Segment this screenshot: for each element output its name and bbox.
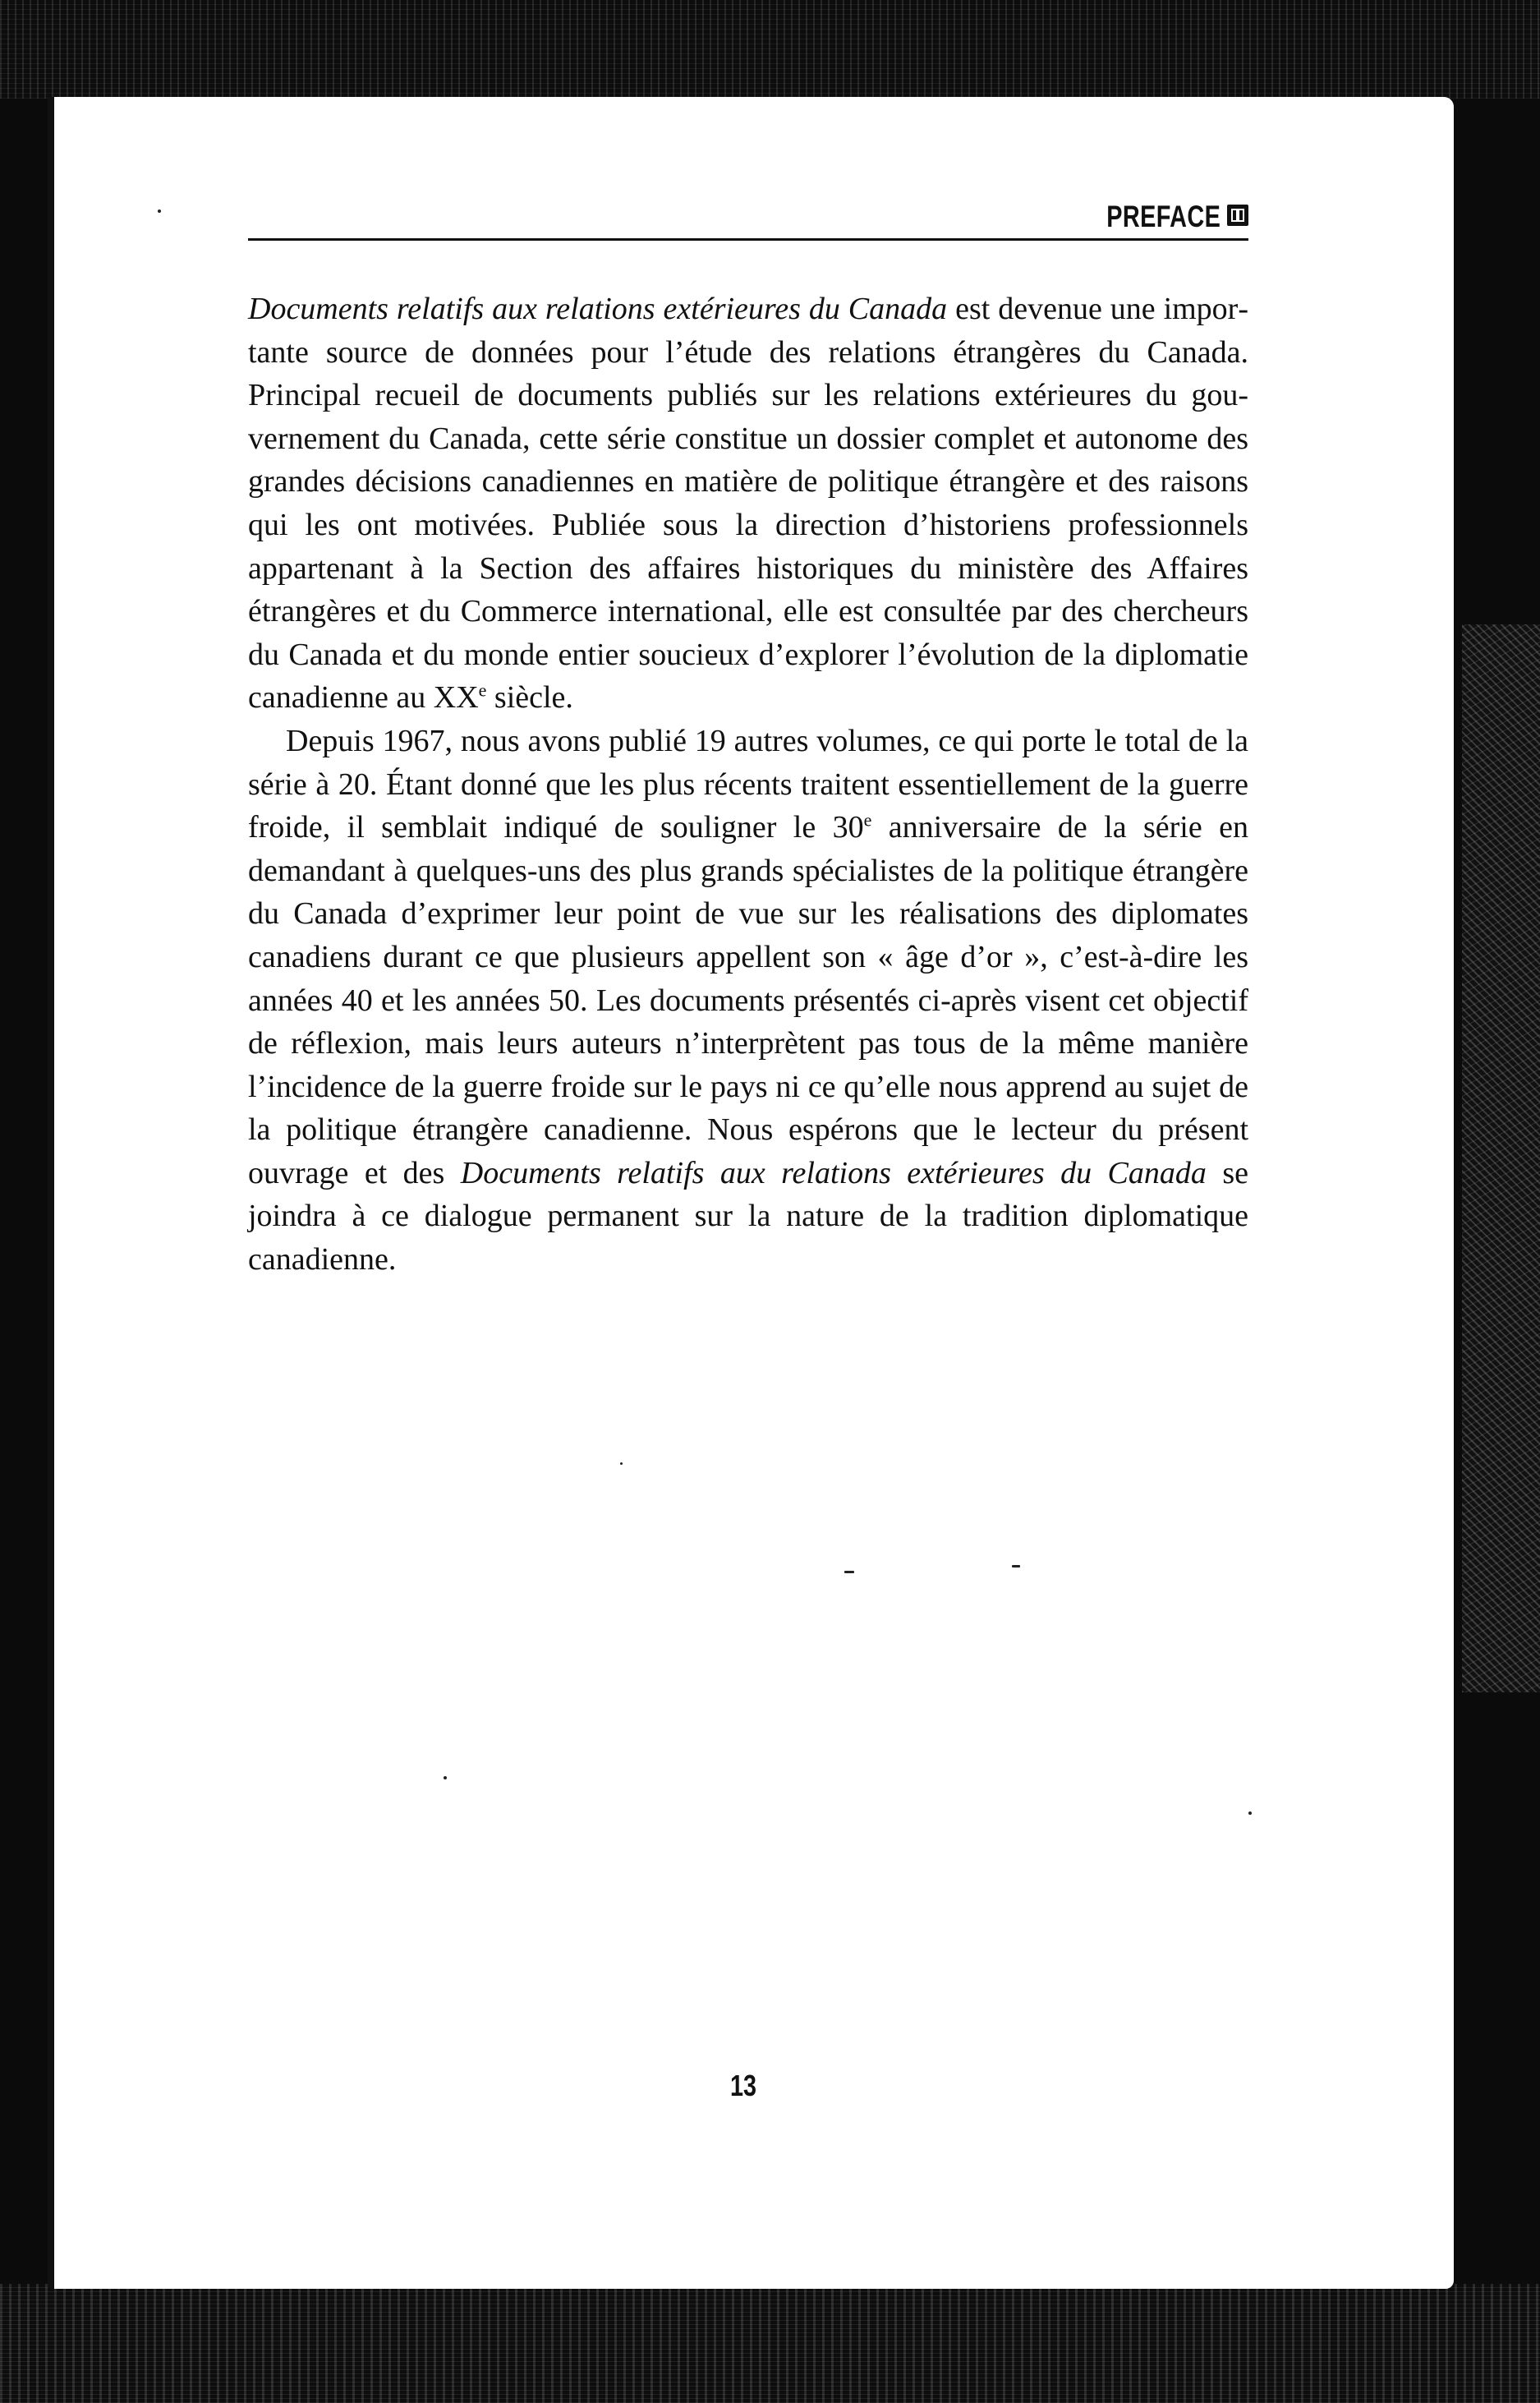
dust-speck [844,1571,854,1573]
running-head: PREFACE [1106,200,1221,233]
text-run: anniversaire de la série en demandant à quelques-uns des plus grands spécialistes de la politique étrangère du Canada d’exprimer leur point de vue sur les réalisations des diplomates canadiens durant ce que plusieurs appellent son « âge d’or », c’est-à-dire les années 40 et les années 50. Les documents présentés ci-après visent cet objectif de réflexion, mais leurs auteurs n’interprètent pas tous de la même manière l’incidence de la guerre froide sur le pays ni ce qu’elle nous apprend au sujet de la politique étrangère canadienne. Nous espérons que le lecteur du présent ouvrage et des [248,810,1248,1190]
scan-border-bottom [0,2284,1540,2403]
scan-border-right [1462,624,1540,1692]
italic-title: Documents relatifs aux relations extérieures du Canada [248,292,948,326]
page-number: 13 [729,2069,757,2102]
paragraph-1 [248,288,1248,720]
text-run: est devenue une importante source de données pour l’étude des relations étrangères du Canada. Principal recueil de documents publiés sur les relations extérieures du gouvernement du Canada, cette série constitue un dossier complet et autonome des grandes décisions canadiennes en matière de politique étrangère et des raisons qui les ont motivées. Publiée sous la direction d’historiens professionnels appartenant à la Section des affaires historiques du ministère des Affaires étrangères et du Commerce international, elle est consultée par des chercheurs du Canada et du monde entier soucieux d’explorer l’évolution de la diplomatie canadienne au XX [248,292,1248,716]
body-text [248,288,1248,1282]
paragraph-2 [248,720,1248,1282]
superscript: e [863,809,872,831]
text-run: siècle. [486,680,573,716]
dust-speck [620,1462,623,1465]
dust-speck [1012,1565,1020,1567]
dust-speck [158,209,161,213]
scan-border-top [0,0,1540,99]
dust-speck [1248,1811,1252,1815]
page-spine-edge [48,97,54,2289]
page-header [248,200,1248,241]
superscript: e [478,679,487,701]
italic-title: Documents relatifs aux relations extérieures du Canada [460,1155,1207,1190]
dust-speck [444,1776,447,1779]
header-rule [248,238,1248,241]
text-run: Depuis 1967, nous avons publié 19 autres volumes, ce qui porte le total de la série à 20. Étant donné que les plus récents traitent essentiellement de la guerre froide, il semblait indiqué de souligner le 30 [248,723,1248,845]
book-ornament-icon [1227,205,1248,226]
text-run: se joindra à ce dialogue permanent sur la nature de la tradition diplomatique canadienne. [248,1155,1248,1277]
